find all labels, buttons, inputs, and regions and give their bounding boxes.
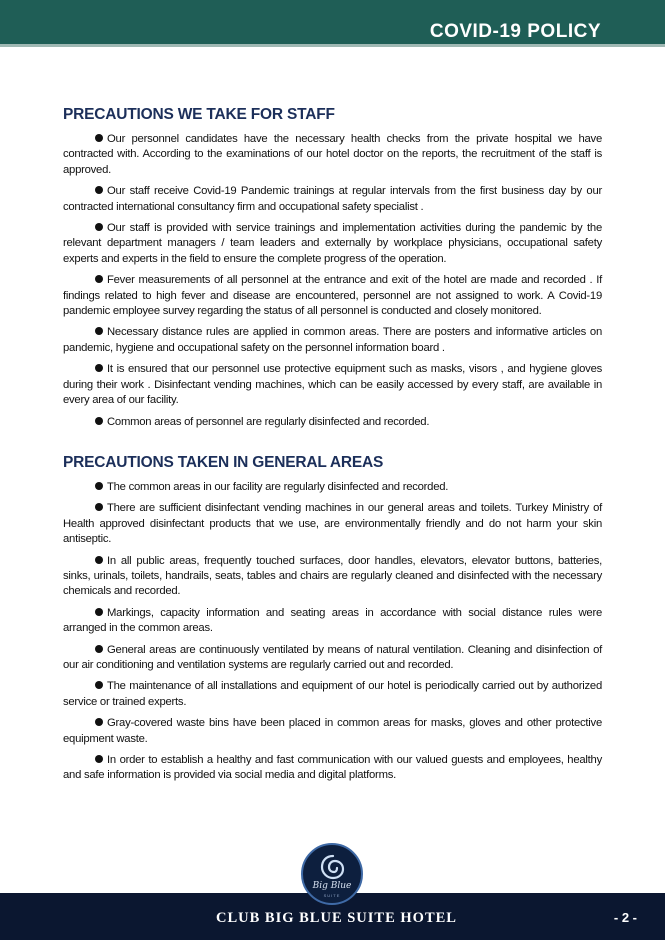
bullet-icon [95,186,103,194]
bullet-icon [95,608,103,616]
staff-paragraph: It is ensured that our personnel use protective equipment such as masks, visors , and hygiene gloves during their work . Disinfectant vending machines, which can be easily accessed by every staff, are available in every area of our facility. [63,363,602,407]
general-area-paragraph: In all public areas, frequently touched surfaces, door handles, elevators, elevator buttons, batteries, sinks, urinals, toilets, handrails, seats, tables and chairs are regularly cleaned and disinfected with the necessary chemicals and recorded. [63,554,602,598]
general-area-paragraph: In order to establish a healthy and fast communication with our valued guests and employees, healthy and safe information is provided via social media and digital platforms. [63,754,602,782]
staff-paragraph: Our personnel candidates have the necessary health checks from the private hospital we have contracted with. According to the examinations of our hotel doctor on the reports, the recruitment of the staff is approved. [63,133,602,176]
section-heading-general-areas: PRECAUTIONS TAKEN IN GENERAL AREAS [63,453,384,471]
bullet-icon [95,364,103,372]
staff-paragraph: Our staff is provided with service trainings and implementation activities during the pandemic by the relevant department managers / team leaders and externally by workplace physicians, occupational safety experts and experts in the field to ensure the complete progress of the operation. [63,222,602,265]
hotel-logo [301,843,363,905]
section-staff [63,132,602,430]
bullet-icon [95,275,103,283]
bullet-icon [95,482,103,490]
staff-paragraph: Our staff receive Covid-19 Pandemic trainings at regular intervals from the first business day by our contracted international consultancy firm and occupational safety specialist . [63,185,602,213]
bullet-icon [95,327,103,335]
logo-subtext: SUITE [323,893,341,898]
general-area-paragraph: The common areas in our facility are regularly disinfected and recorded. [63,480,602,495]
wave-logo-icon [319,853,347,881]
bullet-icon [95,134,103,142]
general-area-paragraph: The maintenance of all installations and equipment of our hotel is periodically carried out by authorized service or trained experts. [63,680,602,708]
footer-hotel-name: CLUB BIG BLUE SUITE HOTEL [216,910,457,926]
general-area-paragraph: There are sufficient disinfectant vending machines in our general areas and toilets. Turkey Ministry of Health approved disinfectant products that we use, are environmentally friendly and do not harm your skin antiseptic. [63,502,602,546]
bullet-icon [95,417,103,425]
section-heading-staff: PRECAUTIONS WE TAKE FOR STAFF [63,106,335,123]
general-area-paragraph: General areas are continuously ventilated by means of natural ventilation. Cleaning and disinfection of our air conditioning and ventilation systems are regularly carried out and recorded. [63,643,602,671]
bullet-icon [95,681,103,689]
section-general-areas [63,480,602,784]
staff-paragraph: Necessary distance rules are applied in common areas. There are posters and informative articles on pandemic, hygiene and occupational safety on the personnel information board . [63,326,602,354]
bullet-icon [95,556,103,564]
bullet-icon [95,503,103,511]
staff-paragraph: Fever measurements of all personnel at the entrance and exit of the hotel are made and recorded . If findings related to high fever and disease are encountered, personnel are not assigned to work. A Covid-19 pandemic employee survey regarding the status of all personnel is conducted and closely monitored. [63,274,602,318]
page-title: COVID-19 POLICY [429,21,601,42]
general-area-paragraph: Gray-covered waste bins have been placed in common areas for masks, gloves and other protective equipment waste. [63,717,602,745]
bullet-icon [95,718,103,726]
page-number: - 2 - [613,910,637,925]
bullet-icon [95,755,103,763]
bullet-icon [95,223,103,231]
logo-wordmark: Big Blue [312,881,352,891]
staff-paragraph: Common areas of personnel are regularly disinfected and recorded. [63,415,602,430]
document-body [63,106,602,790]
general-area-paragraph: Markings, capacity information and seating areas in accordance with social distance rules were arranged in the common areas. [63,606,602,635]
bullet-icon [95,645,103,653]
header-bar [0,0,665,47]
